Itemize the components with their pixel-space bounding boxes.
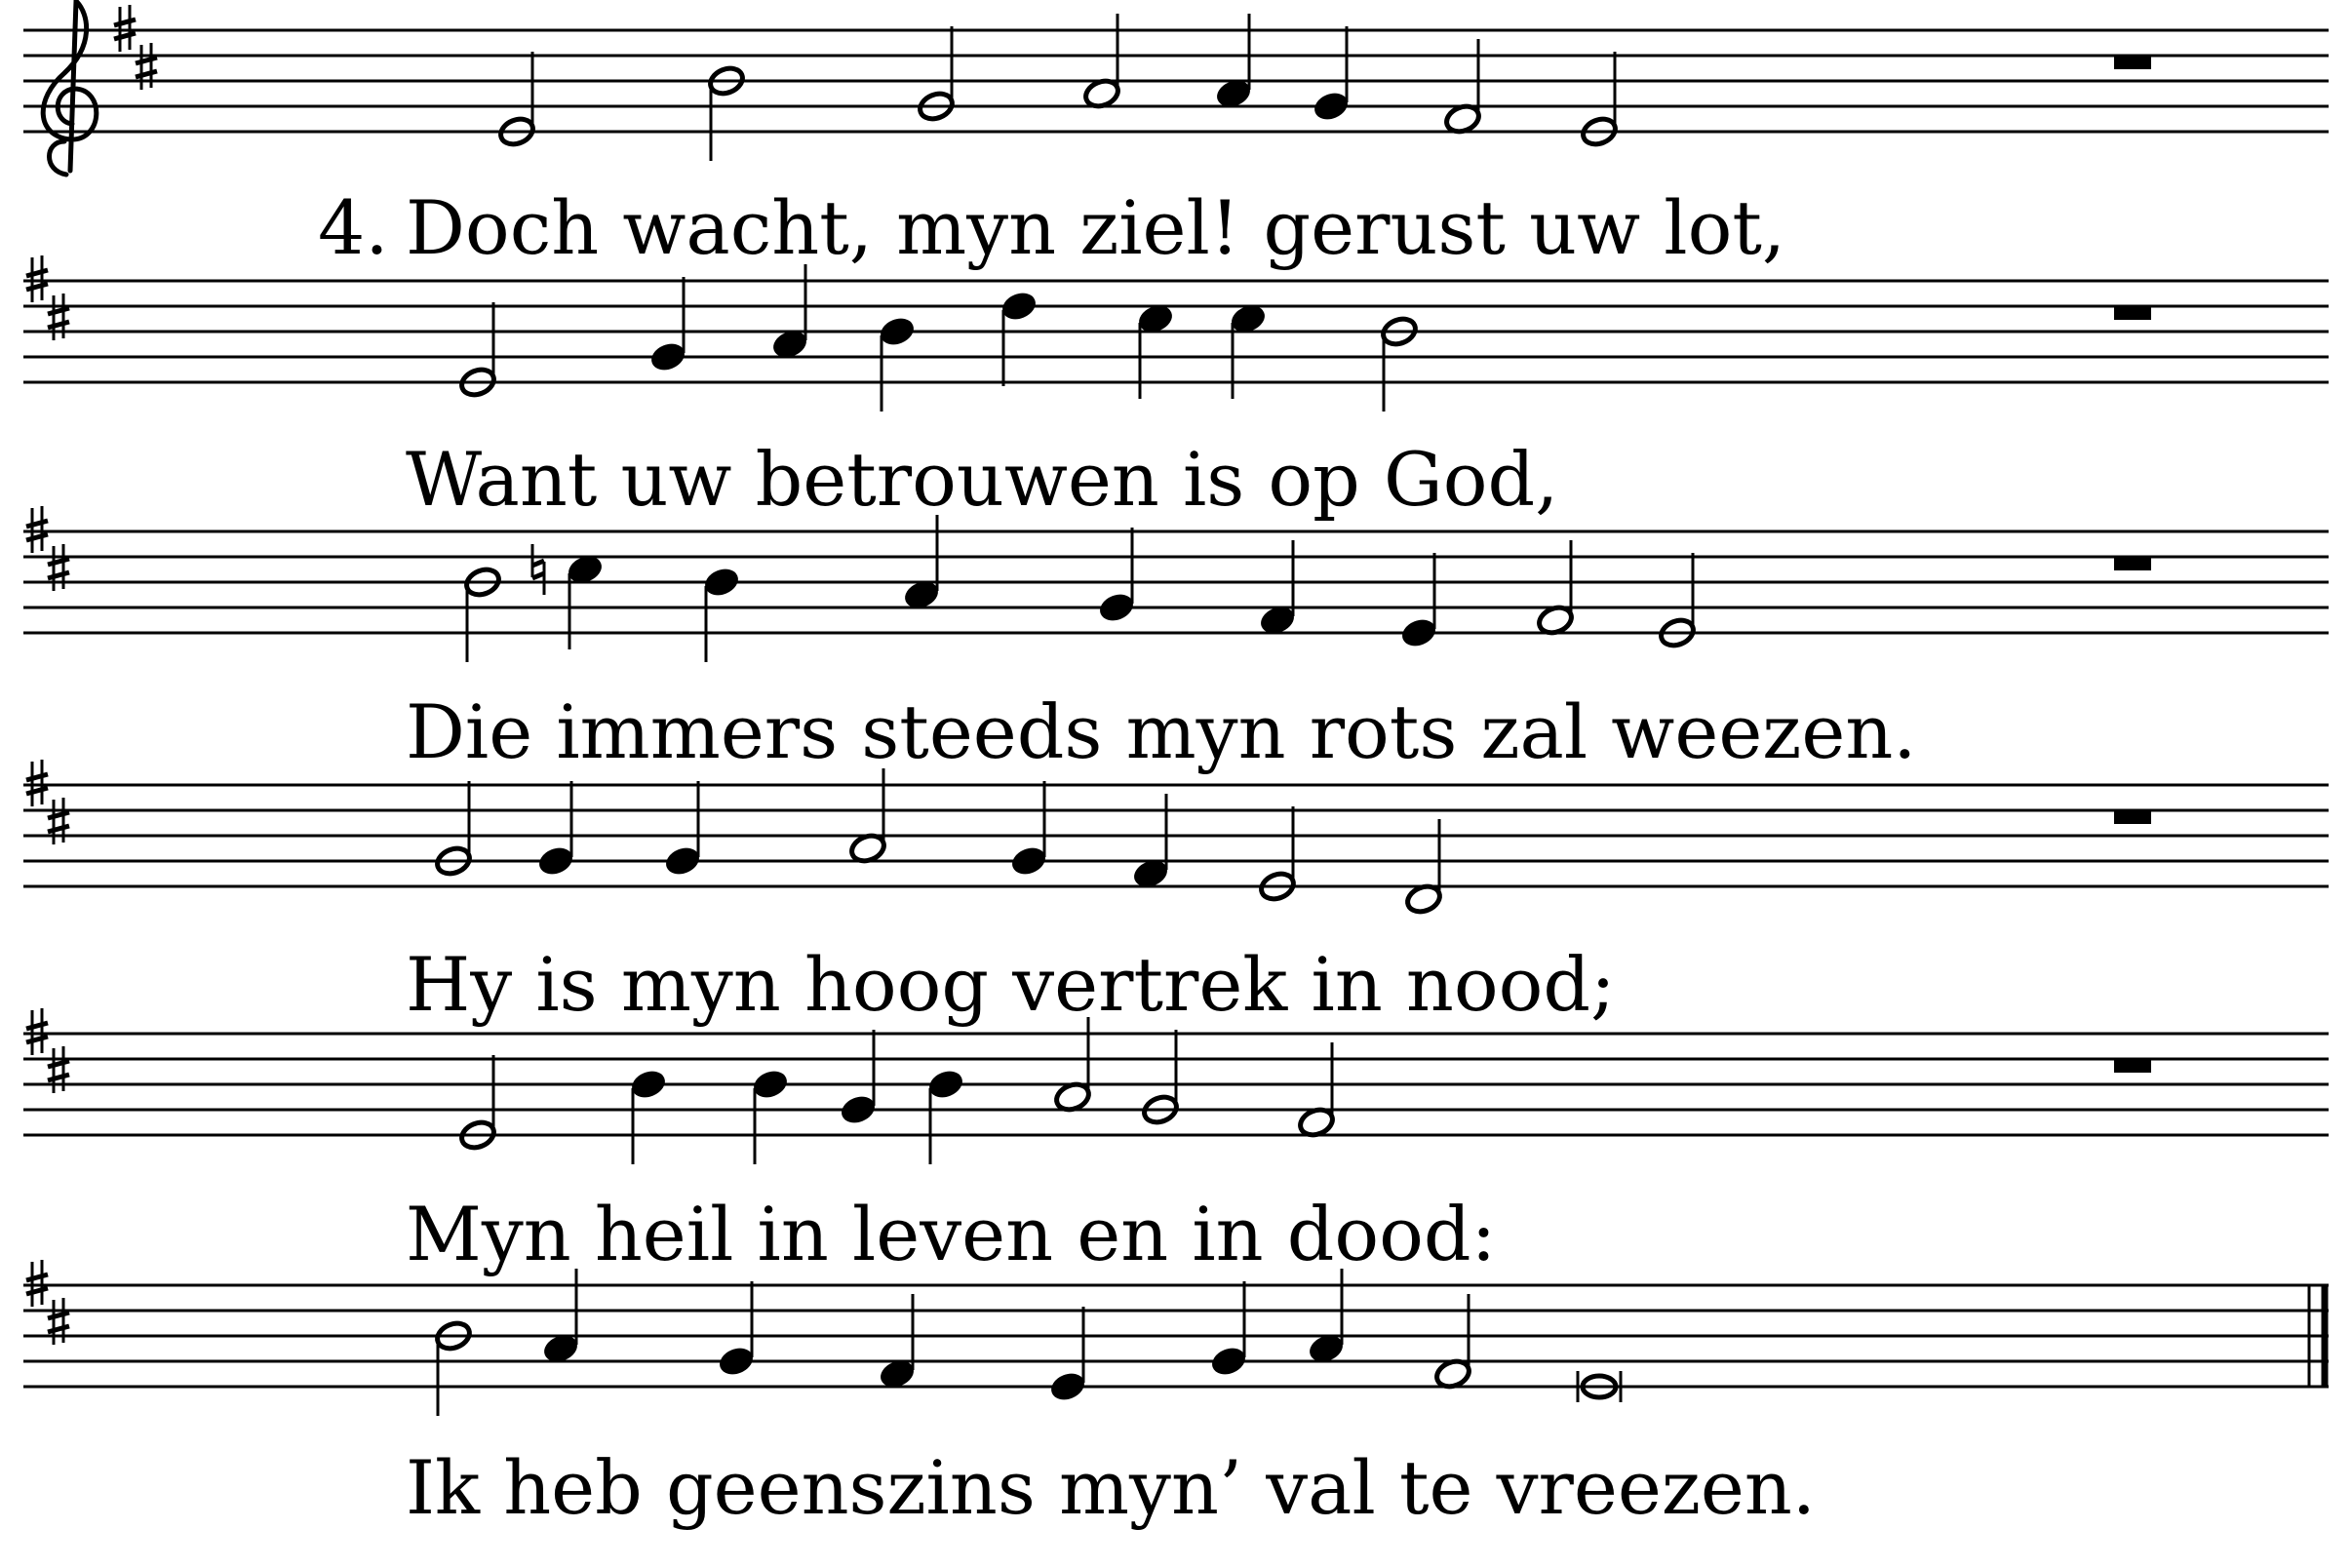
lyric-line-1: Doch wacht, myn ziel! gerust uw lot, bbox=[406, 184, 1786, 271]
quarter-note bbox=[1209, 1345, 1249, 1379]
whole-rest-icon bbox=[2114, 56, 2151, 69]
quarter-note bbox=[1048, 1370, 1088, 1404]
quarter-note bbox=[1009, 844, 1049, 879]
key-sharp-c-bar-b bbox=[48, 1075, 69, 1080]
quarter-note bbox=[629, 1068, 669, 1102]
key-sharp-f-bar-b bbox=[26, 284, 48, 290]
treble-clef-icon bbox=[43, 1, 97, 175]
key-sharp-f-bar-b bbox=[26, 534, 48, 540]
natural-sign-bar-bottom bbox=[532, 573, 544, 578]
quarter-note bbox=[751, 1068, 791, 1102]
key-sharp-f-bar-a bbox=[26, 1274, 48, 1280]
key-sharp-f-bar-a bbox=[114, 20, 136, 25]
lyric-line-5: Myn heil in leven en in dood: bbox=[406, 1191, 1497, 1277]
quarter-note bbox=[702, 566, 742, 600]
key-sharp-c-bar-a bbox=[48, 1313, 69, 1318]
key-sharp-f-bar-a bbox=[26, 774, 48, 780]
key-sharp-f-bar-b bbox=[114, 33, 136, 39]
natural-sign-bar-top bbox=[532, 561, 544, 566]
key-sharp-f-bar-b bbox=[26, 1288, 48, 1294]
verse-number: 4. bbox=[318, 184, 389, 271]
quarter-note bbox=[926, 1068, 966, 1102]
key-sharp-c-bar-a bbox=[48, 559, 69, 565]
quarter-note bbox=[536, 844, 576, 879]
key-sharp-c-bar-a bbox=[48, 1061, 69, 1067]
whole-rest-icon bbox=[2114, 1059, 2151, 1073]
whole-rest-icon bbox=[2114, 810, 2151, 824]
key-sharp-f-bar-b bbox=[26, 788, 48, 794]
key-sharp-c-bar-a bbox=[48, 308, 69, 314]
key-sharp-f-bar-a bbox=[26, 521, 48, 527]
key-sharp-c-bar-b bbox=[48, 572, 69, 578]
key-sharp-f-bar-a bbox=[26, 1023, 48, 1029]
quarter-note bbox=[878, 315, 918, 349]
lyric-line-6: Ik heb geenszins myn’ val te vreezen. bbox=[406, 1444, 1816, 1531]
quarter-note bbox=[663, 844, 703, 879]
key-sharp-c-bar-b bbox=[48, 826, 69, 832]
key-sharp-c-bar-a bbox=[136, 58, 157, 63]
key-sharp-c-bar-b bbox=[48, 322, 69, 328]
quarter-note bbox=[839, 1093, 879, 1127]
lyric-line-4: Hy is myn hoog vertrek in nood; bbox=[406, 941, 1616, 1028]
lyric-line-3: Die immers steeds myn rots zal weezen. bbox=[406, 688, 1917, 775]
quarter-note bbox=[1000, 290, 1039, 324]
key-sharp-f-bar-b bbox=[26, 1037, 48, 1042]
quarter-note bbox=[1399, 616, 1439, 650]
whole-rest-icon bbox=[2114, 306, 2151, 320]
key-sharp-f-bar-a bbox=[26, 270, 48, 276]
key-sharp-c-bar-a bbox=[48, 812, 69, 818]
whole-rest-icon bbox=[2114, 557, 2151, 570]
quarter-note bbox=[1312, 90, 1352, 124]
quarter-note bbox=[648, 340, 688, 374]
key-sharp-c-bar-b bbox=[48, 1326, 69, 1332]
key-sharp-c-bar-b bbox=[136, 71, 157, 77]
quarter-note bbox=[1097, 591, 1137, 625]
quarter-note bbox=[717, 1345, 757, 1379]
lyric-line-2: Want uw betrouwen is op God, bbox=[406, 436, 1559, 523]
